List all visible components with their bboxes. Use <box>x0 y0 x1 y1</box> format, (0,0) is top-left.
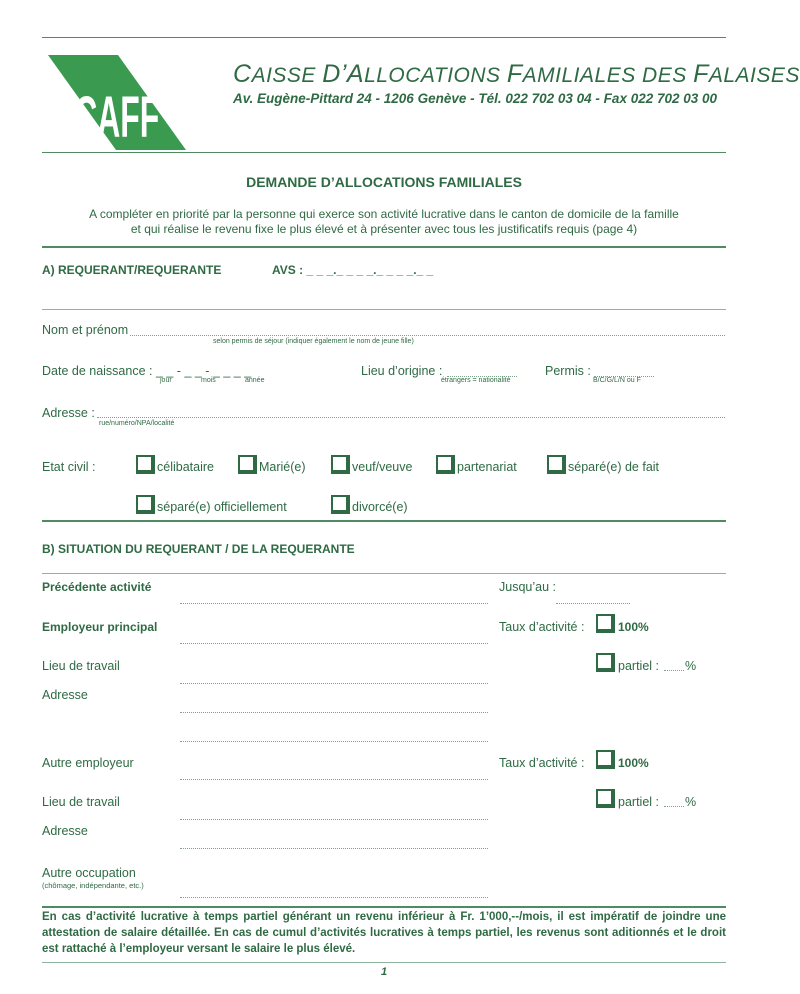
other-occupation-hint: (chômage, indépendante, etc.) <box>42 881 144 890</box>
top-rule <box>42 37 726 38</box>
checkbox-rate-full-1[interactable] <box>596 614 615 633</box>
checkbox-rate-partial-2[interactable] <box>596 789 615 808</box>
org-address: Av. Eugène-Pittard 24 - 1206 Genève - Tél. 022 702 03 04 - Fax 022 702 03 00 <box>233 91 718 106</box>
rate-partial-field-2[interactable] <box>664 806 684 807</box>
main-employer-label: Employeur principal <box>42 620 158 634</box>
section-b-title: B) SITUATION DU REQUERANT / DE LA REQUERANTE <box>42 542 355 556</box>
workplace-label-1: Lieu de travail <box>42 659 120 673</box>
address-field-1b[interactable] <box>180 741 488 742</box>
other-employer-label: Autre employeur <box>42 756 134 770</box>
section-a-rule <box>42 309 726 310</box>
address-field-2[interactable] <box>180 848 488 849</box>
intro-line-1: A compléter en priorité par la personne qui exerce son activité lucrative dans le canton de domicile de la famille <box>89 207 679 221</box>
page-number: 1 <box>380 966 388 978</box>
rate-partial-1: partiel : <box>618 659 659 673</box>
footer-top-rule <box>42 906 726 908</box>
until-label: Jusqu’au : <box>499 580 556 594</box>
address-field[interactable] <box>97 417 725 418</box>
caff-logo <box>48 55 186 150</box>
dob-year-hint: année <box>245 377 265 384</box>
section-b-top-rule <box>42 520 726 522</box>
option-partenariat: partenariat <box>457 460 517 474</box>
option-separe-officiellement: séparé(e) officiellement <box>157 500 287 514</box>
checkbox-separe-de-fait[interactable] <box>547 455 566 474</box>
rate-label-1: Taux d’activité : <box>499 620 585 634</box>
option-veuf: veuf/veuve <box>352 460 413 474</box>
name-hint: selon permis de séjour (indiquer également le nom de jeune fille) <box>213 338 414 345</box>
intro-line-2: et qui réalise le revenu fixe le plus élevé et à présenter avec tous les justificatifs requis (page 4) <box>130 222 638 236</box>
footer-bottom-rule <box>42 962 726 963</box>
section-b-rule <box>42 573 726 574</box>
prev-activity-label: Précédente activité <box>42 580 152 594</box>
percent-2: % <box>685 795 697 809</box>
rate-full-2: 100% <box>618 756 649 770</box>
footer-notice: En cas d’activité lucrative à temps partiel générant un revenu inférieur à Fr. 1’000,--/mois, il est impératif de joindre une attestation de salaire détaillée. En cas de cumul d’activités lucratives à temps partiel, les revenus sont aditionnés et le droit est rattaché à l’employeur versant le salaire le plus élevé. <box>42 911 726 955</box>
workplace-field-1[interactable] <box>180 683 488 684</box>
header-rule <box>42 152 726 153</box>
workplace-field-2[interactable] <box>180 819 488 820</box>
rate-partial-field-1[interactable] <box>664 670 684 671</box>
section-a-title: A) REQUERANT/REQUERANTE <box>42 263 222 277</box>
dob-month-hint: mois <box>201 377 216 384</box>
other-occupation-field[interactable] <box>180 897 488 898</box>
address-label-1: Adresse <box>42 688 88 702</box>
rate-label-2: Taux d’activité : <box>499 756 585 770</box>
checkbox-rate-partial-1[interactable] <box>596 653 615 672</box>
rate-full-1: 100% <box>618 620 649 634</box>
address-field-1a[interactable] <box>180 712 488 713</box>
option-marie: Marié(e) <box>259 460 306 474</box>
origin-hint: étrangers = nationalité <box>441 377 511 384</box>
avs-field[interactable]: AVS : _ _ _._ _ _ _._ _ _ _._ _ <box>272 263 434 277</box>
checkbox-divorce[interactable] <box>331 495 350 514</box>
rate-partial-2: partiel : <box>618 795 659 809</box>
form-title: DEMANDE D’ALLOCATIONS FAMILIALES <box>246 174 522 190</box>
name-field[interactable] <box>130 335 725 336</box>
dob-field[interactable]: Date de naissance : _ _ - _ _ - _ _ _ _ <box>42 364 252 378</box>
checkbox-veuf[interactable] <box>331 455 350 474</box>
main-employer-field[interactable] <box>180 643 488 644</box>
civil-status-label: Etat civil : <box>42 460 96 474</box>
percent-1: % <box>685 659 697 673</box>
section-a-top-rule <box>42 246 726 248</box>
prev-activity-field[interactable] <box>180 603 488 604</box>
origin-label: Lieu d’origine : <box>361 364 443 378</box>
other-employer-field[interactable] <box>180 779 488 780</box>
org-name: CAISSE D’ALLOCATIONS FAMILIALES DES FALAISES <box>233 60 800 88</box>
logo-text: CAFF <box>74 84 160 150</box>
checkbox-marie[interactable] <box>238 455 257 474</box>
option-celibataire: célibataire <box>157 460 214 474</box>
address-label: Adresse : <box>42 406 95 420</box>
dob-day-hint: jour <box>160 377 172 384</box>
address-hint: rue/numéro/NPA/localité <box>99 420 175 427</box>
checkbox-celibataire[interactable] <box>136 455 155 474</box>
until-field[interactable] <box>556 603 630 604</box>
option-separe-de-fait: séparé(e) de fait <box>568 460 660 474</box>
checkbox-separe-officiellement[interactable] <box>136 495 155 514</box>
permit-hint: B/C/G/L/N ou F <box>593 377 641 384</box>
checkbox-partenariat[interactable] <box>436 455 455 474</box>
permit-label: Permis : <box>545 364 591 378</box>
checkbox-rate-full-2[interactable] <box>596 750 615 769</box>
workplace-label-2: Lieu de travail <box>42 795 120 809</box>
name-label: Nom et prénom <box>42 323 129 337</box>
option-divorce: divorcé(e) <box>352 500 408 514</box>
other-occupation-label: Autre occupation <box>42 866 136 880</box>
address-label-2: Adresse <box>42 824 88 838</box>
